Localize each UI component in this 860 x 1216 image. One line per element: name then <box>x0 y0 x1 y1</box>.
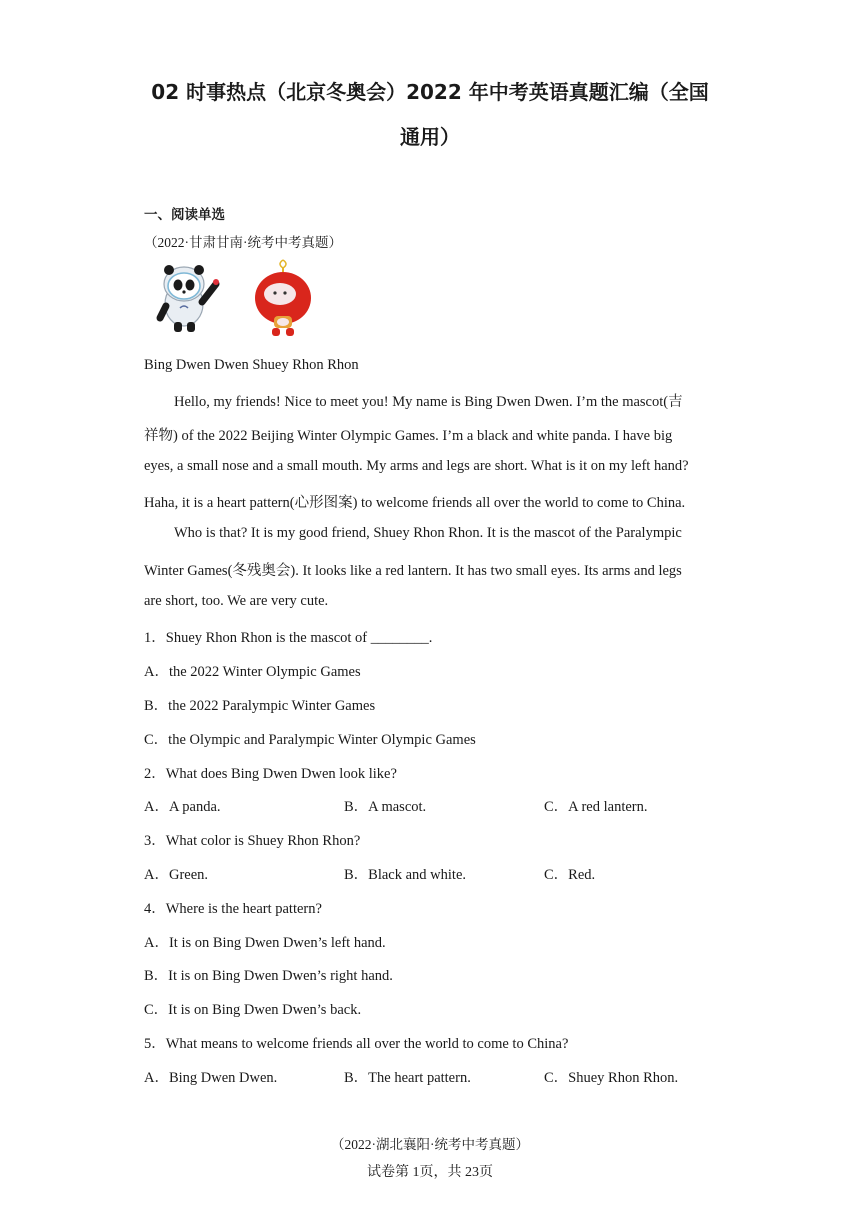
question-1-stem: 1．Shuey Rhon Rhon is the mascot of ________. <box>144 630 433 646</box>
question-4-option-c: C．It is on Bing Dwen Dwen’s back. <box>144 1002 362 1018</box>
question-5-option-c: C．Shuey Rhon Rhon. <box>544 1070 679 1086</box>
question-1-option-a: A．the 2022 Winter Olympic Games <box>144 664 361 680</box>
document-title-line-1: 02 时事热点（北京冬奥会）2022 年中考英语真题汇编（全国 <box>151 80 709 104</box>
next-question-source: （2022·湖北襄阳·统考中考真题） <box>331 1137 529 1152</box>
shuey-rhon-rhon-image <box>250 258 316 340</box>
question-source: （2022·甘肃甘南·统考中考真题） <box>144 235 342 250</box>
passage-line: Hello, my friends! Nice to meet you! My name is Bing Dwen Dwen. I’m the mascot(吉 <box>174 394 683 410</box>
question-4-option-a: A．It is on Bing Dwen Dwen’s left hand. <box>144 935 386 951</box>
question-4-stem: 4．Where is the heart pattern? <box>144 901 322 917</box>
question-5-option-b: B．The heart pattern. <box>344 1070 471 1086</box>
question-4-option-b: B．It is on Bing Dwen Dwen’s right hand. <box>144 968 393 984</box>
passage-line: Who is that? It is my good friend, Shuey Rhon Rhon. It is the mascot of the Paralympic <box>174 525 682 541</box>
question-5-stem: 5．What means to welcome friends all over the world to come to China? <box>144 1036 569 1052</box>
mascot-captions: Bing Dwen Dwen Shuey Rhon Rhon <box>144 357 359 373</box>
question-2-option-c: C．A red lantern. <box>544 799 648 815</box>
bing-dwen-dwen-image <box>150 264 226 334</box>
page-footer: 试卷第 1页，共 23页 <box>367 1165 493 1180</box>
passage-line: eyes, a small nose and a small mouth. My arms and legs are short. What is it on my left hand? <box>144 458 689 474</box>
question-3-stem: 3．What color is Shuey Rhon Rhon? <box>144 833 361 849</box>
section-heading: 一、阅读单选 <box>144 207 225 223</box>
passage-line: Winter Games(冬残奥会). It looks like a red lantern. It has two small eyes. Its arms and legs <box>144 563 682 579</box>
question-2-option-b: B．A mascot. <box>344 799 427 815</box>
passage-line: are short, too. We are very cute. <box>144 593 329 609</box>
question-3-option-b: B．Black and white. <box>344 867 467 883</box>
question-2-option-a: A．A panda. <box>144 799 221 815</box>
passage-line: 祥物) of the 2022 Beijing Winter Olympic Games. I’m a black and white panda. I have big <box>144 428 673 444</box>
question-1-option-b: B．the 2022 Paralympic Winter Games <box>144 698 376 714</box>
question-3-option-c: C．Red. <box>544 867 596 883</box>
question-1-option-c: C．the Olympic and Paralympic Winter Olympic Games <box>144 732 476 748</box>
document-title-line-2: 通用） <box>400 125 460 149</box>
passage-line: Haha, it is a heart pattern(心形图案) to welcome friends all over the world to come to China. <box>144 495 686 511</box>
question-3-option-a: A．Green. <box>144 867 209 883</box>
question-5-option-a: A．Bing Dwen Dwen. <box>144 1070 278 1086</box>
question-2-stem: 2．What does Bing Dwen Dwen look like? <box>144 766 397 782</box>
